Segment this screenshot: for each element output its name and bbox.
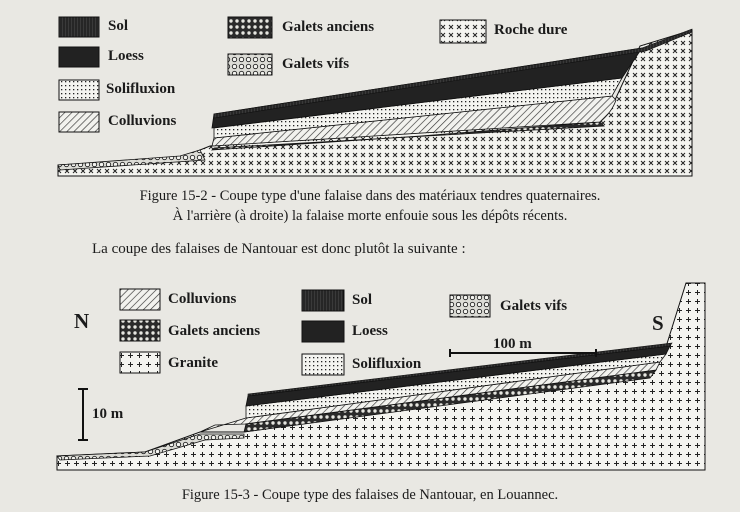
- legend2-sol-swatch: [302, 290, 344, 311]
- legend1-sol-swatch: [59, 17, 99, 37]
- intro-text: La coupe des falaises de Nantouar est donc plutôt la suivante :: [92, 241, 466, 257]
- legend2-galets-anciens-label: Galets anciens: [168, 323, 261, 339]
- legend2-galets-vifs-label: Galets vifs: [500, 298, 568, 314]
- legend1-sol-label: Sol: [108, 18, 129, 34]
- figure1-caption-line2: À l'arrière (à droite) la falaise morte enfouie sous les dépôts récents.: [172, 208, 568, 224]
- legend1-galets-vifs-swatch: [228, 54, 272, 75]
- legend1-loess-label: Loess: [108, 48, 144, 64]
- figure1-caption-line1: Figure 15-2 - Coupe type d'une falaise dans des matériaux tendres quaternaires.: [139, 188, 601, 204]
- legend2-colluvions-swatch: [120, 289, 160, 310]
- legend2-colluvions-label: Colluvions: [168, 291, 237, 307]
- legend1-solifluxion-label: Solifluxion: [106, 81, 176, 97]
- legend1-galets-anciens-label: Galets anciens: [282, 19, 375, 35]
- legend2-granite-label: Granite: [168, 355, 218, 371]
- legend2-loess-label: Loess: [352, 323, 388, 339]
- legend1-roche-dure-swatch: [440, 20, 486, 43]
- scale-10m-label: 10 m: [92, 406, 124, 422]
- legend2-sol-label: Sol: [352, 292, 373, 308]
- legend2-solifluxion-label: Solifluxion: [352, 356, 422, 372]
- legend2-loess-swatch: [302, 321, 344, 342]
- legend1-solifluxion-swatch: [59, 80, 99, 100]
- north-label: N: [74, 309, 90, 333]
- scale-100m-label: 100 m: [493, 336, 532, 352]
- legend2-galets-vifs-swatch: [450, 295, 490, 317]
- figure2-caption: Figure 15-3 - Coupe type des falaises de Nantouar, en Louannec.: [181, 487, 559, 503]
- legend1-colluvions-label: Colluvions: [108, 113, 177, 129]
- legend1-loess-swatch: [59, 47, 99, 67]
- legend1-galets-anciens-swatch: [228, 17, 272, 38]
- legend1-roche-dure-label: Roche dure: [494, 22, 568, 38]
- legend1-colluvions-swatch: [59, 112, 99, 132]
- south-label: S: [652, 311, 664, 335]
- legend1-galets-vifs-label: Galets vifs: [282, 56, 350, 72]
- scale-bar-vertical: [78, 389, 88, 440]
- legend2-solifluxion-swatch: [302, 354, 344, 375]
- legend2-galets-anciens-swatch: [120, 320, 160, 341]
- legend2-granite-swatch: [120, 352, 160, 373]
